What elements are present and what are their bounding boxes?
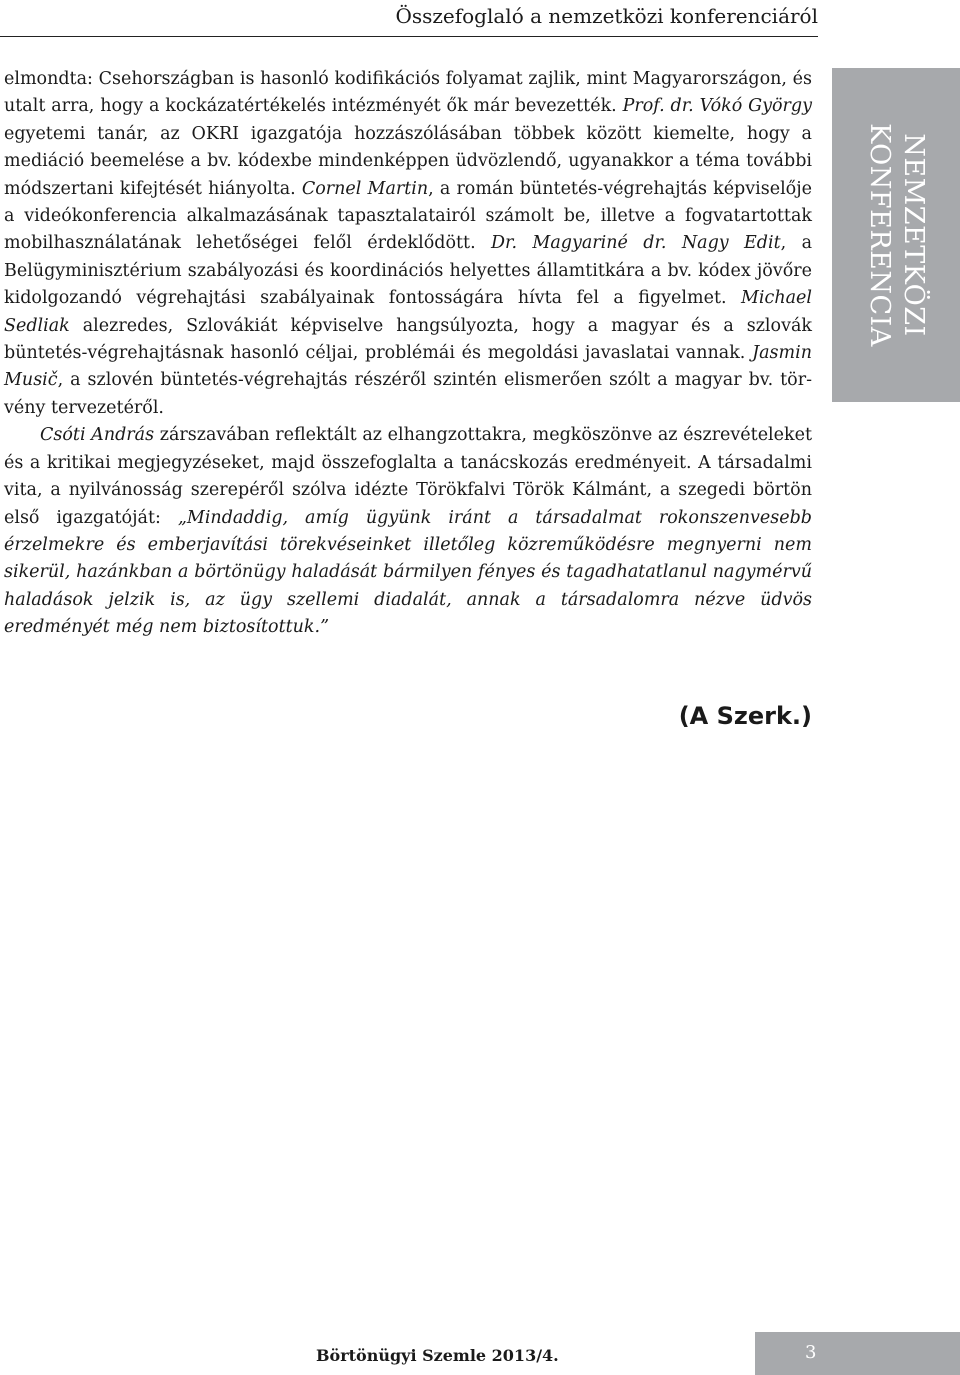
section-tab-line1: NEMZETKÖZI	[898, 133, 929, 337]
italic-text-run: Cornel Martin	[301, 178, 429, 199]
page-number: 3	[805, 1342, 817, 1363]
running-header	[0, 0, 818, 37]
italic-text-run: Jasmin Musič	[4, 343, 812, 391]
italic-text-run: „Mindaddig, amíg ügyünk iránt a társadalmat rokonszenvesebb érzelmekre és emberjavítási törekvéseinket illetőleg közreműködésre megnyerni nem sikerül, hazánkban a börtönügy haladását bármilyen fényes és tagadhatatlanul nagymérvű haladások jelzik is, az ügy szellemi diadalát, annak a társadalomra nézve üdvös eredményét még nem biztosítottuk.”	[4, 507, 812, 638]
text-run: , a Belügyminisztérium szabályozási és koordinációs helyettes államtitkára a bv. kódex jövőre kidolgozandó végrehajtási szabályainak fontosságára hívta fel a figyelmet.	[4, 233, 813, 309]
header-title: Összefoglaló a nemzetközi konferenciáról	[395, 4, 818, 28]
article-body	[4, 66, 812, 642]
italic-text-run: Csóti András	[40, 425, 155, 446]
italic-text-run: Prof. dr. Vókó György	[622, 96, 812, 117]
text-run: , a szlovén büntetés-végrehajtás részéről szintén elismerően szólt a magyar bv. törvény tervezetéről.	[4, 370, 812, 418]
text-run: elmondta: Csehországban is hasonló kodifikációs folyamat zajlik, mint Magyarországon, és utalt arra, hogy a kockázatértékelés intézményét ők már bevezették.	[4, 69, 812, 117]
footer-journal-title: Börtönügyi Szemle 2013/4.	[316, 1346, 559, 1365]
text-run: zárszavában reflektált az elhangzottakra, megköszönve az észrevételeket és a kritikai megjegyzéseket, majd összefoglalta a tanácskozás eredményeit. A társadalmi vita, a nyilvánosság szerepéről szólva idézte Törökfalvi Török Kálmánt, a szegedi börtön első igazgatóját:	[4, 425, 812, 528]
italic-text-run: Dr. Magyariné dr. Nagy Edit	[491, 233, 781, 254]
section-tab	[832, 68, 960, 402]
page-number-box	[755, 1332, 960, 1375]
italic-text-run: Michael Sedliak	[4, 288, 812, 336]
editor-signature: (A Szerk.)	[678, 702, 812, 730]
text-run: , a román büntetés-végrehajtás képviselője a videókonferencia alkalmazásának tapasztalatairól számolt be, illetve a fogvatartottak mobilhasználatának lehetőségei felől érdeklődött.	[4, 178, 812, 254]
section-tab-line2: KONFERENCIA	[864, 123, 895, 347]
section-tab-label	[862, 123, 930, 347]
text-run: alezredes, Szlovákiát képviselve hangsúlyozta, hogy a magyar és a szlovák büntetés-végrehajtásnak hasonló céljai, problémái és megoldási javaslatai vannak.	[4, 315, 812, 364]
paragraph-2	[4, 422, 812, 641]
paragraph-1	[4, 66, 812, 422]
text-run: egyetemi tanár, az OKRI igazgatója hozzászólásában többek között kiemelte, hogy a mediáció beemelése a bv. kódexbe mindenképpen üdvözlendő, ugyanakkor a téma további módszertani kifejtését hiányolta.	[4, 123, 812, 199]
